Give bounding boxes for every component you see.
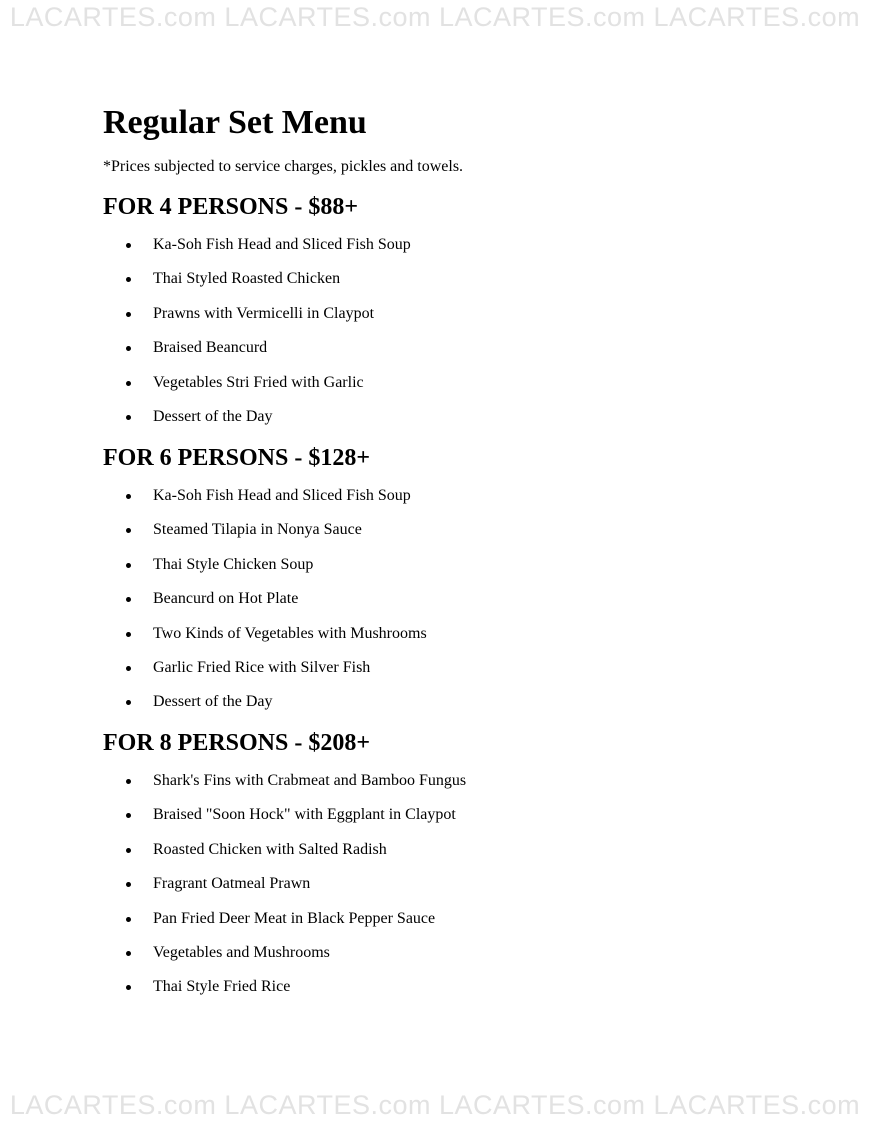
menu-item xyxy=(103,839,803,873)
bullet-icon xyxy=(126,528,131,533)
menu-item-label: Ka-Soh Fish Head and Sliced Fish Soup xyxy=(153,487,411,504)
page-title: Regular Set Menu xyxy=(103,104,367,141)
menu-item xyxy=(103,804,803,838)
menu-item-label: Thai Styled Roasted Chicken xyxy=(153,270,341,288)
price-note: *Prices subjected to service charges, pickles and towels. xyxy=(103,158,464,175)
menu-item-label: Beancurd on Hot Plate xyxy=(153,590,299,608)
menu-item xyxy=(103,691,803,725)
menu-item-label: Braised "Soon Hock" with Eggplant in Claypot xyxy=(153,806,456,824)
menu-item-label: Roasted Chicken with Salted Radish xyxy=(153,840,387,858)
section-4-persons xyxy=(103,192,803,440)
menu-list xyxy=(103,770,803,1011)
bullet-icon xyxy=(126,563,131,568)
bullet-icon xyxy=(126,277,131,282)
section-heading: FOR 8 PERSONS - $208+ xyxy=(103,730,371,756)
bullet-icon xyxy=(126,779,131,784)
bullet-icon xyxy=(126,985,131,990)
menu-item-label: Dessert of the Day xyxy=(153,407,273,425)
menu-item xyxy=(103,406,803,440)
menu-item xyxy=(103,337,803,371)
menu-list xyxy=(103,485,803,726)
bullet-icon xyxy=(126,848,131,853)
menu-item-label: Garlic Fried Rice with Silver Fish xyxy=(153,658,371,676)
menu-item xyxy=(103,588,803,622)
menu-item xyxy=(103,908,803,942)
menu-item-label: Thai Style Chicken Soup xyxy=(153,555,314,573)
menu-item-label: Vegetables and Mushrooms xyxy=(153,943,330,961)
menu-item-label: Fragrant Oatmeal Prawn xyxy=(153,875,311,893)
menu-item xyxy=(103,942,803,976)
bullet-icon xyxy=(126,951,131,956)
section-6-persons xyxy=(103,443,803,726)
bullet-icon xyxy=(126,632,131,637)
menu-item xyxy=(103,519,803,553)
bullet-icon xyxy=(126,381,131,386)
section-heading: FOR 6 PERSONS - $128+ xyxy=(103,445,371,471)
menu-item-label: Pan Fried Deer Meat in Black Pepper Sauce xyxy=(153,909,436,927)
bullet-icon xyxy=(126,312,131,317)
menu-item xyxy=(103,372,803,406)
bullet-icon xyxy=(126,243,131,248)
menu-item xyxy=(103,554,803,588)
menu-item xyxy=(103,234,803,268)
menu-item xyxy=(103,976,803,1010)
menu-item xyxy=(103,770,803,804)
menu-item-label: Ka-Soh Fish Head and Sliced Fish Soup xyxy=(153,236,411,253)
menu-item xyxy=(103,623,803,657)
menu-item xyxy=(103,303,803,337)
menu-item xyxy=(103,485,803,519)
watermark-top: LACARTES.com LACARTES.com LACARTES.com LACARTES.com xyxy=(9,2,861,32)
menu-item-label: Thai Style Fried Rice xyxy=(153,978,291,996)
bullet-icon xyxy=(126,813,131,818)
menu-list xyxy=(103,234,803,440)
bullet-icon xyxy=(126,494,131,499)
menu-item xyxy=(103,873,803,907)
bullet-icon xyxy=(126,666,131,671)
bullet-icon xyxy=(126,882,131,887)
bullet-icon xyxy=(126,597,131,602)
menu-item xyxy=(103,657,803,691)
menu-item-label: Vegetables Stri Fried with Garlic xyxy=(153,373,364,391)
menu-item-label: Shark's Fins with Crabmeat and Bamboo Fungus xyxy=(153,772,467,789)
bullet-icon xyxy=(126,346,131,351)
bullet-icon xyxy=(126,415,131,420)
menu-item-label: Two Kinds of Vegetables with Mushrooms xyxy=(153,624,427,642)
section-heading: FOR 4 PERSONS - $88+ xyxy=(103,194,359,220)
section-8-persons xyxy=(103,728,803,1011)
menu-item-label: Dessert of the Day xyxy=(153,693,273,711)
menu-item-label: Prawns with Vermicelli in Claypot xyxy=(153,304,375,322)
menu-item xyxy=(103,268,803,302)
watermark-bottom: LACARTES.com LACARTES.com LACARTES.com LACARTES.com xyxy=(9,1090,861,1120)
menu-item-label: Braised Beancurd xyxy=(153,339,268,357)
menu-item-label: Steamed Tilapia in Nonya Sauce xyxy=(153,521,362,539)
bullet-icon xyxy=(126,917,131,922)
bullet-icon xyxy=(126,700,131,705)
